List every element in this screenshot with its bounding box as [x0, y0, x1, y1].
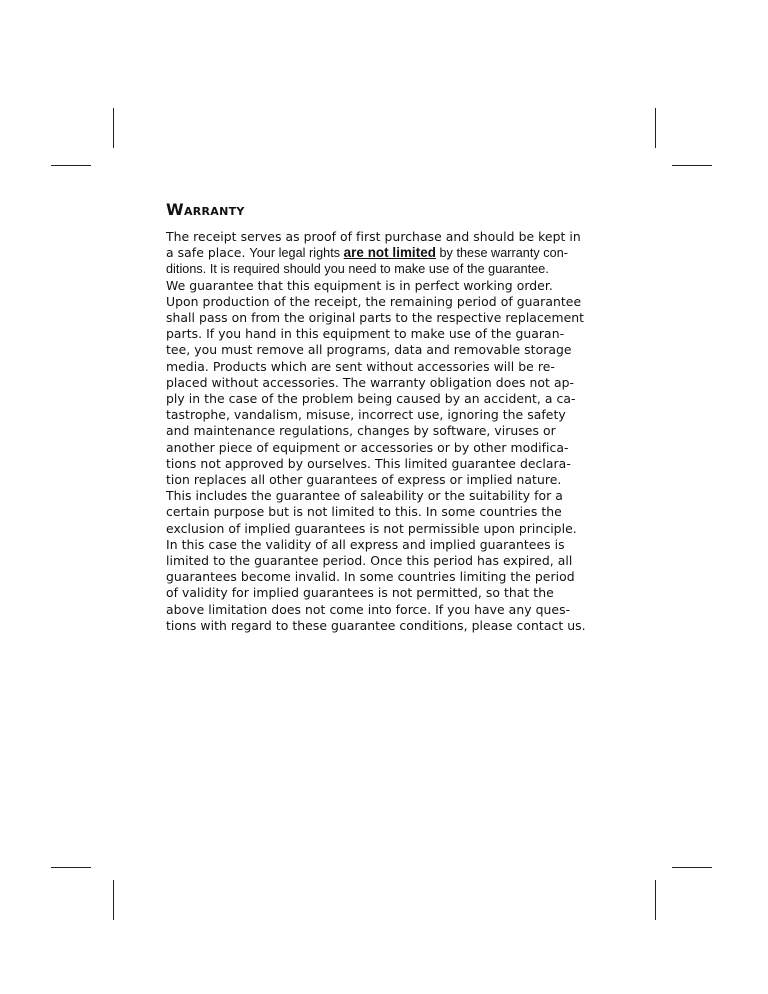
paragraph-line: above limitation does not come into force. If you have any ques- — [166, 601, 571, 617]
paragraph-line: In this case the validity of all express and implied guarantees is — [166, 536, 565, 552]
paragraph-line: tions not approved by ourselves. This limited guarantee declara- — [166, 455, 571, 471]
crop-mark-top-left-horizontal — [51, 165, 91, 166]
paragraph-line: Upon production of the receipt, the remaining period of guarantee — [166, 293, 582, 309]
warranty-section — [166, 199, 602, 634]
warranty-heading — [166, 199, 602, 222]
paragraph-line: and maintenance regulations, changes by software, viruses or — [166, 423, 556, 439]
paragraph-line: a safe place. Your legal rights are not limited by these warranty con- — [166, 245, 568, 261]
emphasis-not-limited: are not limited — [343, 245, 436, 261]
paragraph-line: We guarantee that this equipment is in perfect working order. — [166, 277, 553, 293]
paragraph-line: guarantees become invalid. In some countries limiting the period — [166, 569, 575, 585]
paragraph-line: another piece of equipment or accessories or by other modifica- — [166, 439, 569, 455]
crop-mark-top-left-vertical — [113, 108, 114, 148]
paragraph-line: placed without accessories. The warranty obligation does not ap- — [166, 374, 575, 390]
paragraph-line: This includes the guarantee of saleability or the suitability for a — [166, 488, 563, 504]
paragraph-line: parts. If you hand in this equipment to make use of the guaran- — [166, 326, 565, 342]
paragraph-line: tions with regard to these guarantee conditions, please contact us. — [166, 617, 586, 633]
crop-mark-bottom-left-horizontal — [51, 867, 91, 868]
paragraph-line: ditions. It is required should you need to make use of the guarantee. — [166, 262, 549, 277]
paragraph-line: exclusion of implied guarantees is not permissible upon principle. — [166, 520, 577, 536]
crop-mark-top-right-horizontal — [672, 165, 712, 166]
paragraph-line: tee, you must remove all programs, data and removable storage — [166, 342, 572, 358]
paragraph-line: limited to the guarantee period. Once this period has expired, all — [166, 553, 573, 569]
crop-mark-bottom-right-horizontal — [672, 867, 712, 868]
paragraph-line: ply in the case of the problem being caused by an accident, a ca- — [166, 391, 576, 407]
paragraph-line: shall pass on from the original parts to the respective replacement — [166, 310, 585, 326]
heading-initial: W — [166, 200, 184, 219]
paragraph-line: The receipt serves as proof of first purchase and should be kept in — [166, 229, 581, 244]
paragraph-line: media. Products which are sent without accessories will be re- — [166, 358, 555, 374]
paragraph-line: tion replaces all other guarantees of express or implied nature. — [166, 472, 562, 488]
warranty-paragraph — [166, 229, 602, 634]
paragraph-line: certain purpose but is not limited to this. In some countries the — [166, 504, 562, 520]
paragraph-line: tastrophe, vandalism, misuse, incorrect use, ignoring the safety — [166, 407, 566, 423]
paragraph-line: of validity for implied guarantees is not permitted, so that the — [166, 585, 554, 601]
crop-mark-top-right-vertical — [655, 108, 656, 148]
crop-mark-bottom-left-vertical — [113, 880, 114, 920]
crop-mark-bottom-right-vertical — [655, 880, 656, 920]
heading-rest: arranty — [183, 201, 245, 219]
